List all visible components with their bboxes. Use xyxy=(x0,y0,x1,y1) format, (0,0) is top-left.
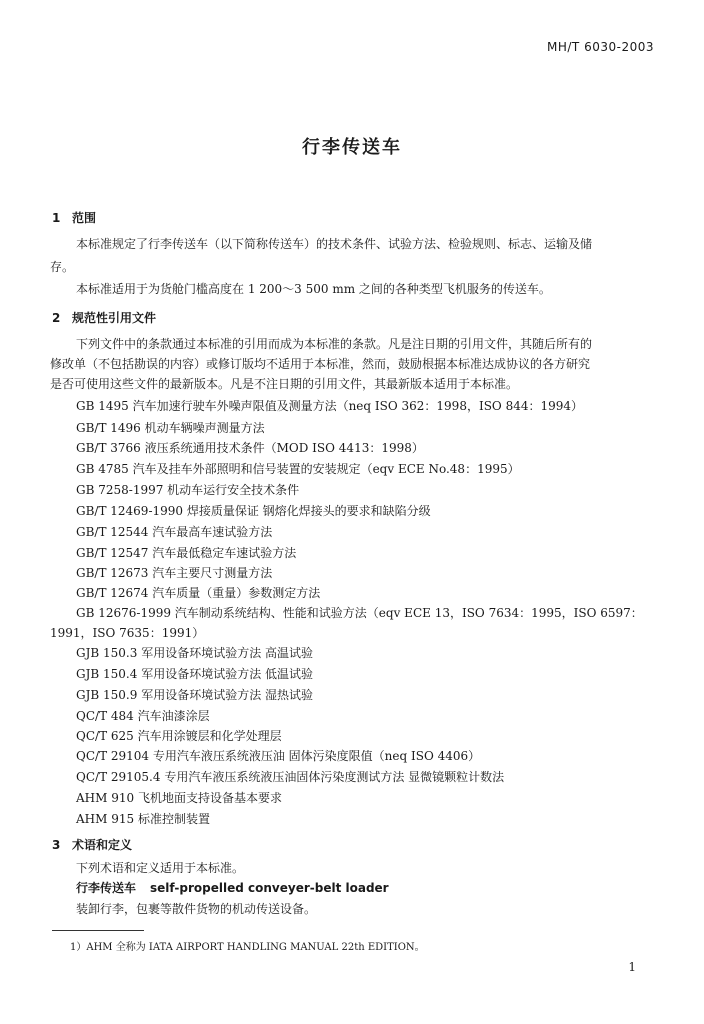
reference-item: GB/T 12544 汽车最高车速试验方法 xyxy=(76,525,273,539)
reference-item: GJB 150.3 军用设备环境试验方法 高温试验 xyxy=(76,646,314,660)
term-english: self-propelled conveyer-belt loader xyxy=(150,881,389,895)
reference-item: GB 7258-1997 机动车运行安全技术条件 xyxy=(76,483,300,497)
reference-item: GB/T 1496 机动车辆噪声测量方法 xyxy=(76,421,265,435)
reference-item: GB/T 12469-1990 焊接质量保证 钢熔化焊接头的要求和缺陷分级 xyxy=(76,504,431,518)
reference-item: AHM 910 飞机地面支持设备基本要求 xyxy=(76,791,282,805)
page-number: 1 xyxy=(628,960,636,974)
reference-item: QC/T 29104 专用汽车液压系统液压油 固体污染度限值（neq ISO 4406） xyxy=(76,749,481,763)
footnote-divider xyxy=(52,930,144,931)
reference-item: GJB 150.9 军用设备环境试验方法 湿热试验 xyxy=(76,688,314,702)
reference-item: GB/T 12674 汽车质量（重量）参数测定方法 xyxy=(76,586,321,600)
section-2-intro-line-3: 是否可使用这些文件的最新版本。凡是不注日期的引用文件，其最新版本适用于本标准。 xyxy=(50,377,519,391)
section-number: 3 xyxy=(52,838,61,852)
section-2-intro-line-1: 下列文件中的条款通过本标准的引用而成为本标准的条款。凡是注日期的引用文件，其随后所有的 xyxy=(76,337,593,351)
section-1-heading xyxy=(52,209,96,226)
section-number: 1 xyxy=(52,211,61,225)
term-definition: 装卸行李，包裹等散件货物的机动传送设备。 xyxy=(76,902,317,916)
reference-item: QC/T 625 汽车用涂镀层和化学处理层 xyxy=(76,729,282,743)
term-entry xyxy=(76,880,389,896)
reference-item: GB 12676-1999 汽车制动系统结构、性能和试验方法（eqv ECE 13，ISO 7634：1995，ISO 6597： xyxy=(76,606,643,620)
reference-item: QC/T 484 汽车油漆涂层 xyxy=(76,709,210,723)
section-1-para-2: 本标准适用于为货舱门槛高度在 1 200～3 500 mm 之间的各种类型飞机服务的传送车。 xyxy=(76,282,551,296)
section-2-heading xyxy=(52,309,156,326)
reference-item: GJB 150.4 军用设备环境试验方法 低温试验 xyxy=(76,667,314,681)
reference-item: GB 1495 汽车加速行驶车外噪声限值及测量方法（neq ISO 362：1998，ISO 844：1994） xyxy=(76,399,584,413)
section-title: 范围 xyxy=(72,211,97,225)
term-chinese: 行李传送车 xyxy=(76,881,137,895)
section-2-intro-line-2: 修改单（不包括勘误的内容）或修订版均不适用于本标准，然而，鼓励根据本标准达成协议的各方研究 xyxy=(50,357,591,371)
section-number: 2 xyxy=(52,311,61,325)
reference-item: AHM 915 标准控制装置 xyxy=(76,812,210,826)
section-3-intro: 下列术语和定义适用于本标准。 xyxy=(76,861,245,875)
standard-code: MH/T 6030-2003 xyxy=(547,40,654,54)
reference-item-continuation: 1991，ISO 7635：1991） xyxy=(50,626,205,640)
reference-item: GB 4785 汽车及挂车外部照明和信号装置的安装规定（eqv ECE No.48：1995） xyxy=(76,462,520,476)
reference-item: GB/T 3766 液压系统通用技术条件（MOD ISO 4413：1998） xyxy=(76,441,424,455)
reference-item: QC/T 29105.4 专用汽车液压系统液压油固体污染度测试方法 显微镜颗粒计数法 xyxy=(76,770,505,784)
section-1-para-1-line-2: 存。 xyxy=(50,260,75,274)
section-title: 规范性引用文件 xyxy=(72,311,157,325)
footnote: 1）AHM 全称为 IATA AIRPORT HANDLING MANUAL 22th EDITION。 xyxy=(70,942,425,953)
section-title: 术语和定义 xyxy=(72,838,133,852)
document-title: 行李传送车 xyxy=(302,137,402,158)
reference-item: GB/T 12673 汽车主要尺寸测量方法 xyxy=(76,566,273,580)
section-3-heading xyxy=(52,836,132,853)
reference-item: GB/T 12547 汽车最低稳定车速试验方法 xyxy=(76,546,297,560)
section-1-para-1-line-1: 本标准规定了行李传送车（以下简称传送车）的技术条件、试验方法、检验规则、标志、运输及储 xyxy=(76,237,593,251)
